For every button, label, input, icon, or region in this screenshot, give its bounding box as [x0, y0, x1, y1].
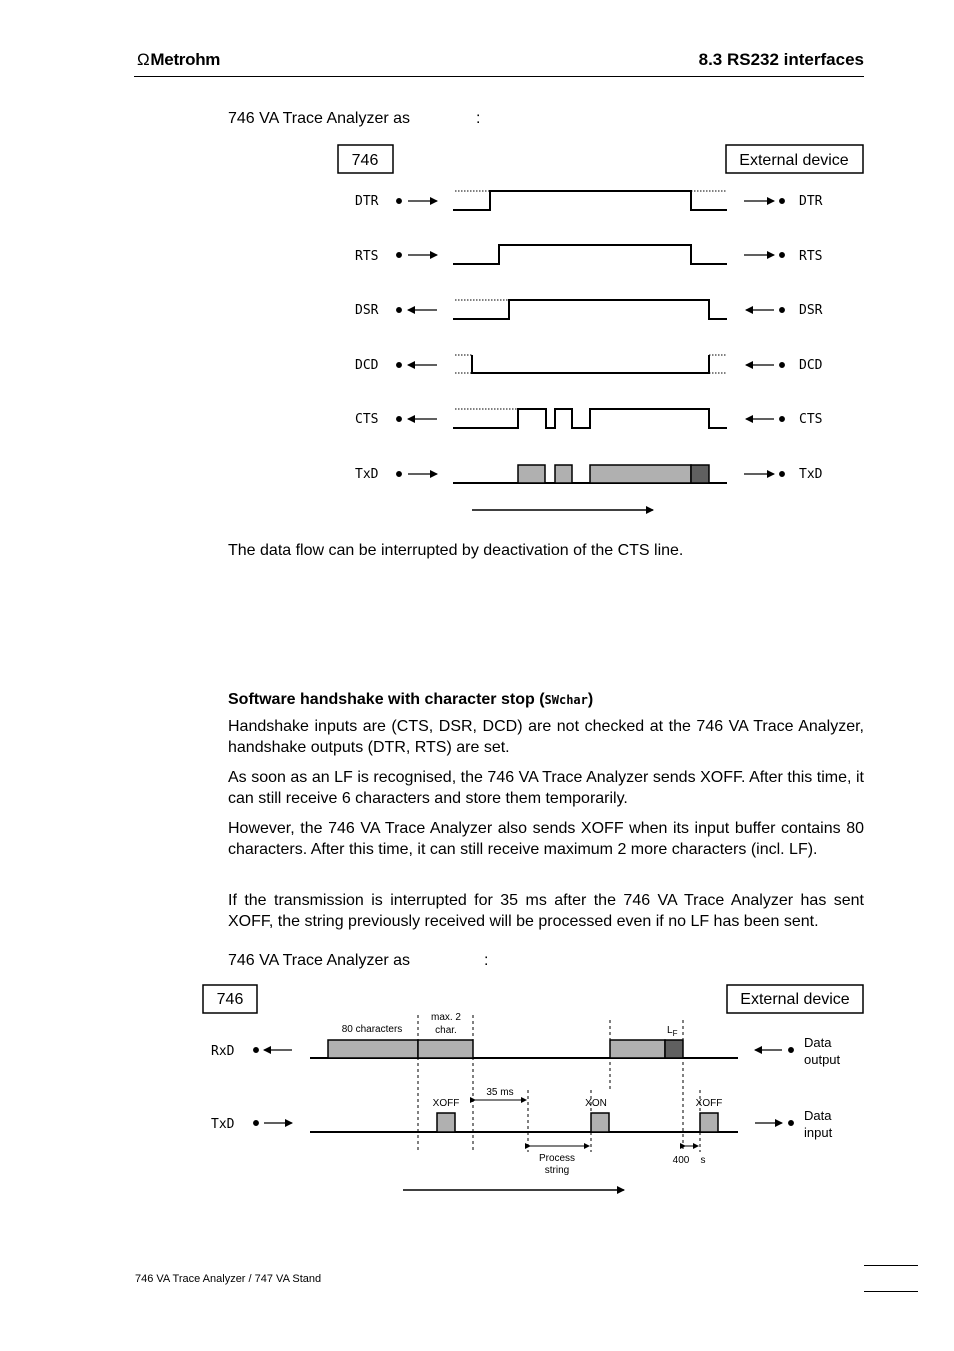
txd-data-blocks — [518, 465, 709, 483]
label-max2-line1: max. 2 — [430, 1012, 462, 1023]
handshake-timing-diagram — [0, 0, 954, 540]
label-xoff-1: XOFF — [432, 1098, 460, 1109]
signal-label-txd-left: TxD — [355, 467, 379, 482]
label-process-2: string — [544, 1165, 570, 1176]
data-input-label-1: Data — [804, 1108, 832, 1123]
signal-label-dtr-left: DTR — [355, 194, 379, 209]
device-746-label-2: 746 — [216, 991, 244, 1008]
data-output-label-2: output — [804, 1052, 841, 1067]
txd-label: TxD — [211, 1117, 235, 1132]
signal-label-txd-right: TxD — [799, 467, 823, 482]
cts-interrupt-text: The data flow can be interrupted by deactivation of the CTS line. — [228, 542, 684, 559]
label-lf: $L_F$ — [667, 1025, 678, 1038]
signal-label-dsr-right: DSR — [799, 303, 823, 318]
paragraph-3: However, the 746 VA Trace Analyzer also sends XOFF when its input buffer contains 80 characters. After this time, it can still receive maximum 2 more characters (incl. LF). — [228, 820, 864, 858]
logo-text: Metrohm — [150, 50, 221, 69]
footer-rule-top — [864, 1265, 918, 1266]
rxd-label: RxD — [211, 1044, 235, 1059]
signal-label-rts-right: RTS — [799, 249, 823, 264]
label-process-1: Process — [538, 1153, 576, 1164]
section-title: 8.3 RS232 interfaces — [698, 50, 864, 69]
label-400: 400 — [672, 1155, 690, 1166]
paragraph-4: If the transmission is interrupted for 35 ms after the 746 VA Trace Analyzer has sent XOFF, the string previously received will be processed even if no LF has been sent. — [228, 892, 864, 930]
signal-label-dsr-left: DSR — [355, 303, 379, 318]
signal-label-rts-left: RTS — [355, 249, 379, 264]
signal-label-cts-right: CTS — [799, 412, 823, 427]
external-device-label-2: External device — [740, 991, 850, 1008]
waveforms — [453, 191, 727, 483]
device-746-label: 746 — [351, 152, 379, 169]
diagram2-caption: 746 VA Trace Analyzer as : — [228, 952, 489, 969]
heading-code: SWchar — [544, 693, 588, 707]
omega-icon: Ω — [137, 50, 150, 69]
rxd-blocks — [328, 1040, 683, 1058]
txd-handshake-blocks — [437, 1113, 718, 1132]
signal-label-dcd-right: DCD — [799, 358, 823, 373]
left-connectors — [397, 199, 437, 477]
signal-label-cts-left: CTS — [355, 412, 379, 427]
paragraph-1: Handshake inputs are (CTS, DSR, DCD) are not checked at the 746 VA Trace Analyzer, handshake outputs (DTR, RTS) are set. — [228, 718, 864, 756]
external-device-label: External device — [739, 152, 849, 169]
footer-text: 746 VA Trace Analyzer / 747 VA Stand — [135, 1273, 322, 1285]
data-output-label-1: Data — [804, 1035, 832, 1050]
software-handshake-diagram — [0, 970, 954, 1210]
label-80-characters: 80 characters — [341, 1024, 403, 1035]
diagram1-caption: 746 VA Trace Analyzer as : — [228, 110, 481, 127]
label-max2-line2: char. — [435, 1025, 457, 1036]
label-xon: XON — [585, 1098, 607, 1109]
signal-baselines — [310, 1058, 738, 1132]
section-heading: Software handshake with character stop (SWchar) — [228, 691, 594, 708]
signal-label-dtr-right: DTR — [799, 194, 823, 209]
left-connectors-2 — [254, 1048, 292, 1126]
label-s: s — [700, 1155, 706, 1166]
data-input-label-2: input — [804, 1125, 833, 1140]
paragraph-2: As soon as an LF is recognised, the 746 VA Trace Analyzer sends XOFF. After this time, it can still receive 6 characters and store them temporarily. — [228, 769, 864, 807]
label-35ms: 35 ms — [486, 1087, 514, 1098]
right-connectors — [744, 199, 784, 477]
footer-rule-bottom — [864, 1291, 918, 1292]
signal-label-dcd-left: DCD — [355, 358, 379, 373]
label-xoff-2: XOFF — [695, 1098, 723, 1109]
right-connectors-2 — [755, 1048, 793, 1126]
